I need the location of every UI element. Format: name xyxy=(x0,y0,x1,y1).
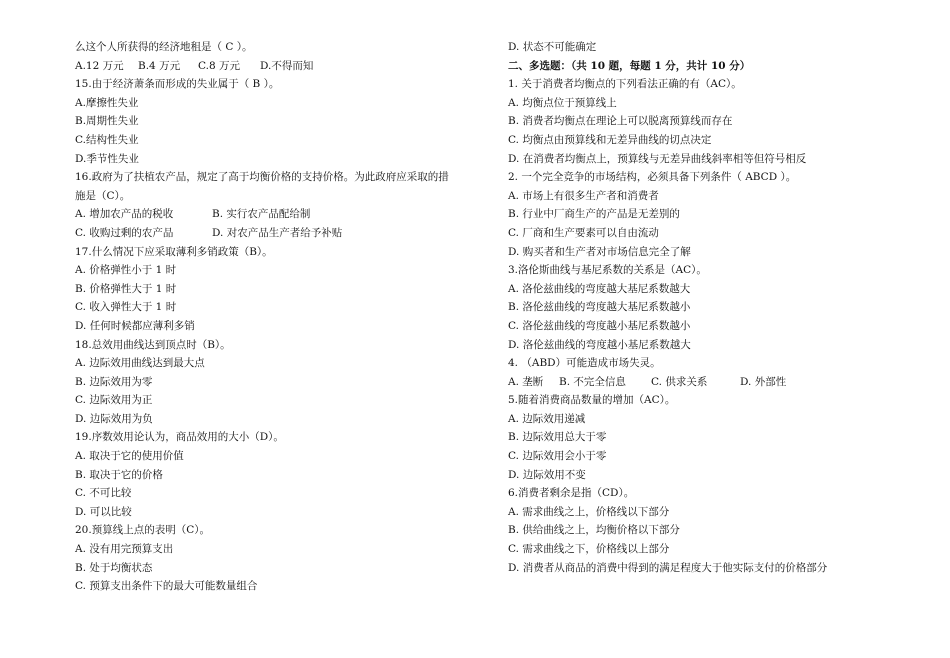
q16-question-line2: 施是（C）。 xyxy=(75,189,131,202)
section-heading-multiple-choice: 二、多选题：（共 10 题，每题 1 分，共计 10 分） xyxy=(508,59,751,72)
q15-option-a: A.摩擦性失业 xyxy=(75,96,139,109)
m4-option-a: A. 垄断 xyxy=(508,375,544,388)
q19-option-a: A. 取决于它的使用价值 xyxy=(75,450,184,463)
m6-option-d: D. 消费者从商品的消费中得到的满足程度大于他实际支付的价格部分 xyxy=(508,561,828,574)
q14-continuation: 么这个人所获得的经济地租是（ C ）。 xyxy=(75,41,253,53)
q19-option-d: D. 可以比较 xyxy=(75,505,132,518)
m4-option-b: B. 不完全信息 xyxy=(559,375,626,388)
m6-option-b: B. 供给曲线之上，均衡价格以下部分 xyxy=(508,524,680,537)
q19-question: 19.序数效用论认为，商品效用的大小（D）。 xyxy=(75,431,284,444)
q17-option-b: B. 价格弹性大于 1 时 xyxy=(75,282,177,295)
m6-option-a: A. 需求曲线之上，价格线以下部分 xyxy=(508,505,670,518)
q19-option-c: C. 不可比较 xyxy=(75,487,132,500)
m1-option-b: B. 消费者均衡点在理论上可以脱离预算线而存在 xyxy=(508,115,733,128)
q18-option-c: C. 边际效用为正 xyxy=(75,394,153,407)
m2-option-c: C. 厂商和生产要素可以自由流动 xyxy=(508,226,659,239)
m2-option-b: B. 行业中厂商生产的产品是无差别的 xyxy=(508,208,680,221)
m4-question: 4. （ABD）可能造成市场失灵。 xyxy=(508,357,661,370)
m5-option-b: B. 边际效用总大于零 xyxy=(508,431,607,444)
m3-option-b: B. 洛伦兹曲线的弯度越大基尼系数越小 xyxy=(508,301,691,314)
q18-option-b: B. 边际效用为零 xyxy=(75,375,153,388)
q19-option-b: B. 取决于它的价格 xyxy=(75,468,163,481)
m4-options xyxy=(508,373,918,392)
q18-option-a: A. 边际效用曲线达到最大点 xyxy=(75,357,205,370)
m3-option-c: C. 洛伦兹曲线的弯度越小基尼系数越小 xyxy=(508,319,691,332)
m2-option-d: D. 购买者和生产者对市场信息完全了解 xyxy=(508,245,691,258)
m5-option-a: A. 边际效用递减 xyxy=(508,412,586,425)
q16-option-a: A. 增加农产品的税收 xyxy=(75,208,174,221)
m6-question: 6.消费者剩余是指（CD）。 xyxy=(508,487,635,500)
q14-option-d: D.不得而知 xyxy=(260,59,314,72)
m5-question: 5.随着消费商品数量的增加（AC）。 xyxy=(508,394,676,407)
q17-option-c: C. 收入弹性大于 1 时 xyxy=(75,301,177,314)
q15-option-b: B.周期性失业 xyxy=(75,115,139,128)
left-column xyxy=(75,38,480,596)
q18-question: 18.总效用曲线达到顶点时（B）。 xyxy=(75,338,231,351)
m6-option-c: C. 需求曲线之下，价格线以上部分 xyxy=(508,543,670,556)
q16-options-row2 xyxy=(75,224,480,243)
q14-option-a: A.12 万元 xyxy=(75,59,124,72)
q20-option-a: A. 没有用完预算支出 xyxy=(75,543,174,556)
q16-question-line1: 16.政府为了扶植农产品，规定了高于均衡价格的支持价格。为此政府应采取的措 xyxy=(75,171,449,184)
m4-option-d: D. 外部性 xyxy=(740,375,787,388)
q16-option-b: B. 实行农产品配给制 xyxy=(212,208,311,221)
q17-question: 17.什么情况下应采取薄利多销政策（B）。 xyxy=(75,245,273,258)
q14-options xyxy=(75,57,480,76)
q17-option-d: D. 任何时候都应薄利多销 xyxy=(75,319,195,332)
m4-option-c: C. 供求关系 xyxy=(651,375,708,388)
q20-option-b: B. 处于均衡状态 xyxy=(75,561,153,574)
q14-option-c: C.8 万元 xyxy=(198,59,241,72)
m3-question: 3.洛伦斯曲线与基尼系数的关系是（AC）。 xyxy=(508,264,707,277)
m5-option-d: D. 边际效用不变 xyxy=(508,468,586,481)
m1-question: 1. 关于消费者均衡点的下列看法正确的有（AC）。 xyxy=(508,78,742,91)
m5-option-c: C. 边际效用会小于零 xyxy=(508,450,607,463)
m2-option-a: A. 市场上有很多生产者和消费者 xyxy=(508,189,659,202)
q20-option-d: D. 状态不可能确定 xyxy=(508,41,597,53)
q17-option-a: A. 价格弹性小于 1 时 xyxy=(75,264,177,277)
q15-question: 15.由于经济萧条而形成的失业属于（ B ）。 xyxy=(75,78,280,91)
q20-option-c: C. 预算支出条件下的最大可能数量组合 xyxy=(75,580,258,593)
m1-option-a: A. 均衡点位于预算线上 xyxy=(508,96,617,109)
q14-option-b: B.4 万元 xyxy=(138,59,181,72)
m3-option-d: D. 洛伦兹曲线的弯度越小基尼系数越大 xyxy=(508,338,691,351)
q15-option-d: D.季节性失业 xyxy=(75,152,139,165)
q18-option-d: D. 边际效用为负 xyxy=(75,412,153,425)
m2-question: 2. 一个完全竞争的市场结构，必须具备下列条件（ ABCD ）。 xyxy=(508,171,797,184)
m1-option-c: C. 均衡点由预算线和无差异曲线的切点决定 xyxy=(508,133,712,146)
m1-option-d: D. 在消费者均衡点上，预算线与无差异曲线斜率相等但符号相反 xyxy=(508,152,807,165)
q16-option-d: D. 对农产品生产者给予补贴 xyxy=(212,226,343,239)
m3-option-a: A. 洛伦兹曲线的弯度越大基尼系数越大 xyxy=(508,282,691,295)
right-column xyxy=(508,38,918,577)
q16-option-c: C. 收购过剩的农产品 xyxy=(75,226,174,239)
q16-options-row1 xyxy=(75,205,480,224)
q15-option-c: C.结构性失业 xyxy=(75,133,139,146)
q20-question: 20.预算线上点的表明（C）。 xyxy=(75,524,210,537)
